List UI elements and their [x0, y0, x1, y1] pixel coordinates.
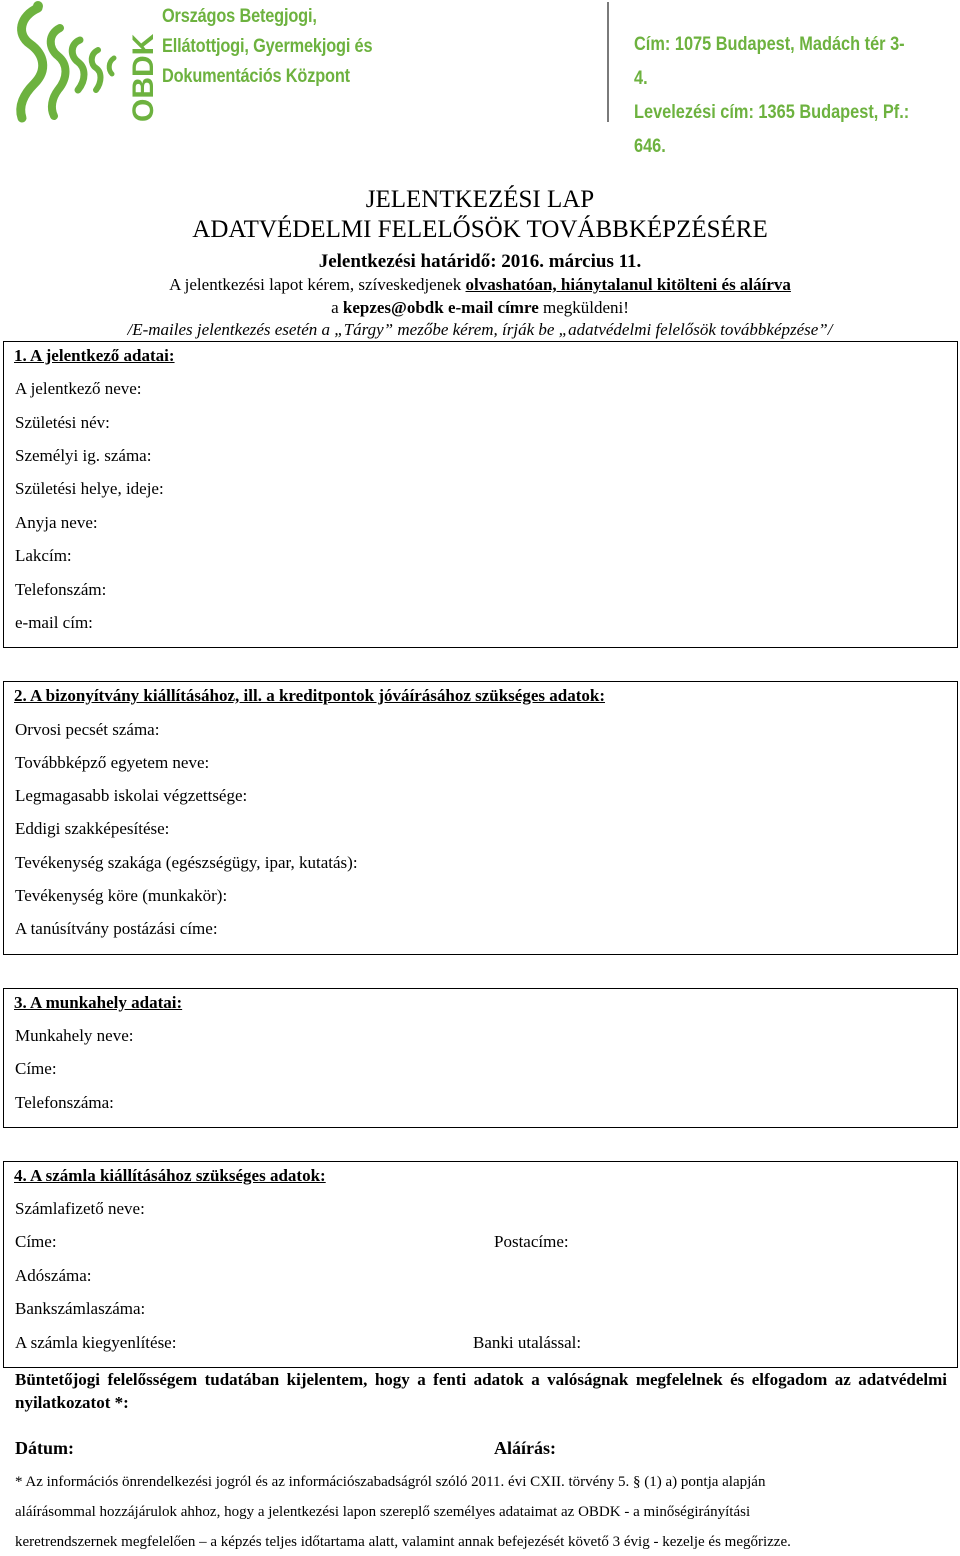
bank-transfer-field[interactable]: Banki utalással: — [473, 1333, 582, 1352]
workplace-phone-field[interactable]: Telefonszáma: — [15, 1093, 114, 1112]
organization-name — [162, 2, 372, 92]
birth-name-field[interactable]: Születési név: — [15, 413, 110, 432]
payer-address-field[interactable]: Címe: — [15, 1232, 57, 1251]
email-field[interactable]: e-mail cím: — [15, 613, 93, 632]
footnote-line: keretrendszernek megfelelően – a képzés teljes időtartama alatt, valamint annak befejezését követő 3 évig - kezelje és megőrizze. — [15, 1534, 791, 1550]
tax-number-field[interactable]: Adószáma: — [15, 1266, 92, 1285]
payer-name-field[interactable]: Számlafizető neve: — [15, 1199, 145, 1218]
form-title: JELENTKEZÉSI LAP — [365, 186, 595, 213]
section1-title: 1. A jelentkező adatai: — [14, 346, 175, 365]
org-name-line: Ellátottjogi, Gyermekjogi és — [162, 36, 373, 57]
settlement-field[interactable]: A számla kiegyenlítése: — [15, 1333, 177, 1352]
deadline: Jelentkezési határidő: 2016. március 11. — [318, 251, 642, 272]
footnote-line: aláírásommal hozzájárulok ahhoz, hogy a jelentkezési lapon szereplő személyes adataimat az OBDK - a minőségirányítási — [15, 1504, 751, 1520]
instruction-line-3: /E-mailes jelentkezés esetén a „Tárgy” mezőbe kérem, írják be „adatvédelmi felelősök továbbképzése”/ — [127, 320, 833, 339]
form-subtitle: ADATVÉDELMI FELELŐSÖK TOVÁBBKÉPZÉSÉRE — [192, 216, 768, 243]
street-address: Cím: 1075 Budapest, Madách tér 3-4. — [634, 34, 905, 89]
section3-title: 3. A munkahely adatai: — [14, 993, 183, 1012]
mother-name-field[interactable]: Anyja neve: — [15, 513, 98, 532]
certificate-address-field[interactable]: A tanúsítvány postázási címe: — [15, 919, 218, 938]
org-name-line: Országos Betegjogi, — [162, 6, 317, 27]
section2-title: 2. A bizonyítvány kiállításához, ill. a kreditpontok jóváírásához szükséges adatok: — [14, 686, 605, 705]
obdk-logo-icon — [8, 0, 128, 125]
postal-address-field[interactable]: Postacíme: — [494, 1232, 569, 1251]
phone-field[interactable]: Telefonszám: — [15, 580, 107, 599]
section4-title: 4. A számla kiállításához szükséges adatok: — [14, 1166, 326, 1185]
home-address-field[interactable]: Lakcím: — [15, 546, 72, 565]
workplace-address-field[interactable]: Címe: — [15, 1059, 57, 1078]
education-field[interactable]: Legmagasabb iskolai végzettsége: — [15, 786, 248, 805]
signature-field[interactable]: Aláírás: — [494, 1438, 556, 1458]
footnote-line: * Az információs önrendelkezési jogról és az információszabadságról szóló 2011. évi CXII. törvény 5. § (1) a) pontja alapján — [15, 1474, 766, 1490]
obdk-vertical-wordmark — [126, 0, 160, 125]
org-name-line: Dokumentációs Központ — [162, 66, 350, 87]
birth-place-date-field[interactable]: Születési helye, ideje: — [15, 479, 164, 498]
header-divider — [607, 2, 609, 122]
mail-address: Levelezési cím: 1365 Budapest, Pf.: 646. — [634, 102, 910, 157]
instruction-text: megküldeni! — [538, 298, 629, 317]
instruction-line-2 — [0, 298, 960, 318]
email-address: kepzes@obdk e-mail címre — [342, 298, 539, 317]
qualification-field[interactable]: Eddigi szakképesítése: — [15, 819, 170, 838]
activity-sector-field[interactable]: Tevékenység szakága (egészségügy, ipar, kutatás): — [15, 853, 358, 872]
contact-address — [634, 28, 914, 164]
obdk-wordmark-text: OBDK — [127, 33, 160, 122]
instruction-line-1 — [0, 275, 960, 295]
instruction-text: a — [331, 298, 343, 317]
date-field[interactable]: Dátum: — [15, 1438, 74, 1458]
bank-account-field[interactable]: Bankszámlaszáma: — [15, 1299, 146, 1318]
applicant-name-field[interactable]: A jelentkező neve: — [15, 379, 142, 398]
medical-stamp-field[interactable]: Orvosi pecsét száma: — [15, 720, 160, 739]
workplace-name-field[interactable]: Munkahely neve: — [15, 1026, 134, 1045]
job-role-field[interactable]: Tevékenység köre (munkakör): — [15, 886, 228, 905]
declaration-text: Büntetőjogi felelősségem tudatában kijelentem, hogy a fenti adatok a valóságnak megfelelnek és elfogadom az adatvédelmi nyilatkozatot *: — [15, 1370, 947, 1412]
instruction-text: A jelentkezési lapot kérem, szíveskedjenek — [169, 275, 466, 294]
id-number-field[interactable]: Személyi ig. száma: — [15, 446, 152, 465]
instruction-emphasis: olvashatóan, hiánytalanul kitölteni és aláírva — [465, 275, 791, 294]
university-field[interactable]: Továbbképző egyetem neve: — [15, 753, 210, 772]
